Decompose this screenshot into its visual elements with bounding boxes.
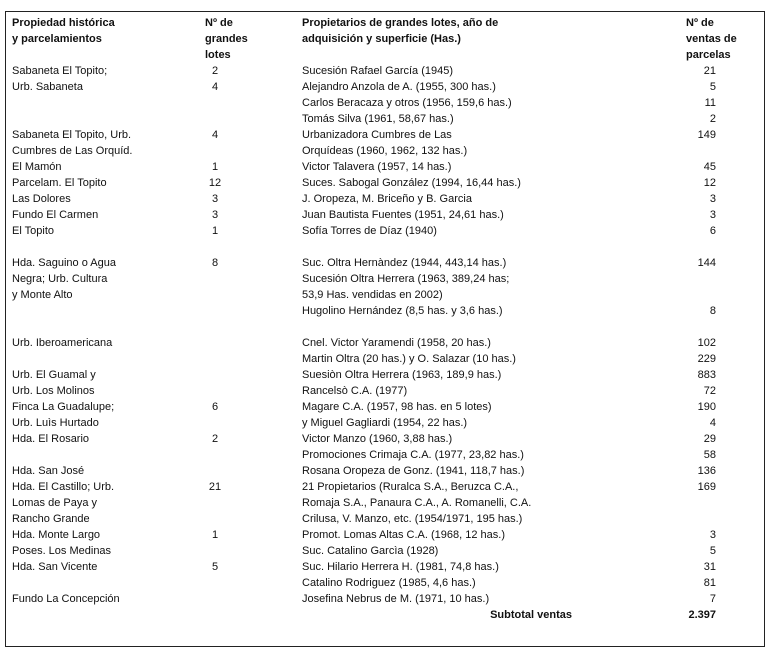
subtotal-label: Subtotal ventas: [490, 609, 572, 621]
sales-cell: 169: [697, 481, 716, 493]
header-owners-cell: adquisición y superficie (Has.): [302, 33, 461, 45]
property-cell: Sabaneta El Topito, Urb.: [12, 129, 132, 141]
header-line: [0, 15, 771, 31]
table-row: [0, 239, 771, 255]
sales-cell: 883: [697, 369, 716, 381]
table-row: [0, 399, 771, 415]
owners-cell: Suesiòn Oltra Herrera (1963, 189,9 has.): [302, 369, 502, 381]
table-row: [0, 559, 771, 575]
owners-cell: Rancelsò C.A. (1977): [302, 385, 408, 397]
sales-cell: 6: [709, 225, 716, 237]
sales-cell: 72: [703, 385, 716, 397]
sales-cell: 58: [703, 449, 716, 461]
owners-cell: Urbanizadora Cumbres de Las: [302, 129, 452, 141]
lots-cell: 3: [211, 193, 219, 205]
property-cell: Hda. San José: [12, 465, 85, 477]
property-cell: Urb. Luìs Hurtado: [12, 417, 99, 429]
owners-cell: Victor Manzo (1960, 3,88 has.): [302, 433, 453, 445]
lots-cell: 2: [211, 65, 219, 77]
table-row: [0, 495, 771, 511]
table-row: [0, 303, 771, 319]
owners-cell: Rosana Oropeza de Gonz. (1941, 118,7 has.): [302, 465, 525, 477]
owners-cell: Suc. Oltra Hernàndez (1944, 443,14 has.): [302, 257, 507, 269]
sales-cell: 5: [709, 81, 716, 93]
table-row: [0, 319, 771, 335]
owners-cell: Cnel. Victor Yaramendi (1958, 20 has.): [302, 337, 491, 349]
owners-cell: Promociones Crimaja C.A. (1977, 23,82 has.): [302, 449, 524, 461]
table-row: [0, 351, 771, 367]
table-row: [0, 479, 771, 495]
sales-cell: 3: [709, 193, 716, 205]
table-row: [0, 575, 771, 591]
header-lots-cell: lotes: [205, 49, 231, 61]
header-line: [0, 31, 771, 47]
sales-cell: 12: [703, 177, 716, 189]
property-cell: Poses. Los Medinas: [12, 545, 112, 557]
property-cell: Urb. El Guamal y: [12, 369, 96, 381]
property-cell: Negra; Urb. Cultura: [12, 273, 108, 285]
sales-cell: 190: [697, 401, 716, 413]
lots-cell: 6: [211, 401, 219, 413]
table-row: [0, 111, 771, 127]
lots-cell: 2: [211, 433, 219, 445]
property-cell: Rancho Grande: [12, 513, 90, 525]
sales-cell: 229: [697, 353, 716, 365]
table-row: [0, 527, 771, 543]
sales-cell: 29: [703, 433, 716, 445]
owners-cell: Carlos Beracaza y otros (1956, 159,6 has.): [302, 97, 512, 109]
owners-cell: Orquídeas (1960, 1962, 132 has.): [302, 145, 468, 157]
sales-cell: 8: [709, 305, 716, 317]
owners-cell: Suc. Hilario Herrera H. (1981, 74,8 has.): [302, 561, 499, 573]
sales-cell: 81: [703, 577, 716, 589]
sales-cell: 7: [709, 593, 716, 605]
table-row: [0, 271, 771, 287]
table-row: [0, 367, 771, 383]
table-row: [0, 255, 771, 271]
property-cell: Fundo La Concepción: [12, 593, 120, 605]
sales-cell: 2: [709, 113, 716, 125]
owners-cell: Catalino Rodriguez (1985, 4,6 has.): [302, 577, 476, 589]
table-row: [0, 143, 771, 159]
lots-cell: 12: [208, 177, 222, 189]
property-cell: El Mamón: [12, 161, 62, 173]
table-row: [0, 191, 771, 207]
property-cell: Hda. Monte Largo: [12, 529, 101, 541]
header-line: [0, 47, 771, 63]
table-row: [0, 95, 771, 111]
property-cell: Hda. El Castillo; Urb.: [12, 481, 115, 493]
owners-cell: Victor Talavera (1957, 14 has.): [302, 161, 452, 173]
property-cell: Finca La Guadalupe;: [12, 401, 115, 413]
header-sales-cell: parcelas: [686, 49, 731, 61]
sales-cell: 11: [704, 97, 716, 109]
table-row: [0, 511, 771, 527]
table-row: [0, 335, 771, 351]
owners-cell: Sofía Torres de Díaz (1940): [302, 225, 437, 237]
table-row: [0, 127, 771, 143]
sales-cell: 136: [697, 465, 716, 477]
property-cell: Urb. Los Molinos: [12, 385, 95, 397]
owners-cell: y Miguel Gagliardi (1954, 22 has.): [302, 417, 468, 429]
sales-cell: 5: [709, 545, 716, 557]
sales-cell: 3: [709, 209, 716, 221]
header-property-cell: y parcelamientos: [12, 33, 102, 45]
owners-cell: 21 Propietarios (Ruralca S.A., Beruzca C.A.,: [302, 481, 519, 493]
property-cell: Hda. El Rosario: [12, 433, 90, 445]
owners-cell: Suces. Sabogal González (1994, 16,44 has.): [302, 177, 521, 189]
lots-cell: 1: [211, 529, 219, 541]
owners-cell: Tomás Silva (1961, 58,67 has.): [302, 113, 454, 125]
owners-cell: Crilusa, V. Manzo, etc. (1954/1971, 195 has.): [302, 513, 523, 525]
lots-cell: 1: [211, 225, 219, 237]
property-cell: y Monte Alto: [12, 289, 73, 301]
property-cell: Fundo El Carmen: [12, 209, 99, 221]
sales-cell: 149: [697, 129, 716, 141]
subtotal-row: [0, 607, 771, 623]
owners-cell: Hugolino Hernández (8,5 has. y 3,6 has.): [302, 305, 503, 317]
table-row: [0, 175, 771, 191]
property-cell: Sabaneta El Topito;: [12, 65, 108, 77]
table-row: [0, 415, 771, 431]
subtotal-value: 2.397: [688, 609, 716, 621]
table-row: [0, 591, 771, 607]
table-row: [0, 223, 771, 239]
table-row: [0, 431, 771, 447]
sales-cell: 3: [709, 529, 716, 541]
owners-cell: Josefina Nebrus de M. (1971, 10 has.): [302, 593, 490, 605]
sales-cell: 4: [709, 417, 716, 429]
table-row: [0, 207, 771, 223]
property-cell: Urb. Iberoamericana: [12, 337, 113, 349]
property-cell: Urb. Sabaneta: [12, 81, 83, 93]
table-row: [0, 79, 771, 95]
property-cell: Hda. Saguino o Agua: [12, 257, 116, 269]
owners-cell: Juan Bautista Fuentes (1951, 24,61 has.): [302, 209, 504, 221]
owners-cell: Alejandro Anzola de A. (1955, 300 has.): [302, 81, 496, 93]
header-owners-cell: Propietarios de grandes lotes, año de: [302, 17, 499, 29]
lots-cell: 1: [211, 161, 219, 173]
owners-cell: 53,9 Has. vendidas en 2002): [302, 289, 443, 301]
owners-cell: J. Oropeza, M. Briceño y B. Garcia: [302, 193, 472, 205]
lots-cell: 5: [211, 561, 219, 573]
owners-cell: Promot. Lomas Altas C.A. (1968, 12 has.): [302, 529, 505, 541]
header-lots-cell: Nº de: [205, 17, 233, 29]
owners-cell: Romaja S.A., Panaura C.A., A. Romanelli, C.A.: [302, 497, 532, 509]
property-cell: Parcelam. El Topito: [12, 177, 107, 189]
sales-cell: 31: [703, 561, 716, 573]
owners-cell: Sucesión Oltra Herrera (1963, 389,24 has;: [302, 273, 510, 285]
lots-cell: 4: [211, 81, 219, 93]
table-row: [0, 543, 771, 559]
lots-cell: 8: [211, 257, 219, 269]
sales-cell: 144: [697, 257, 716, 269]
property-cell: Hda. San Vicente: [12, 561, 98, 573]
lots-cell: 21: [208, 481, 222, 493]
sales-cell: 102: [697, 337, 716, 349]
property-cell: Lomas de Paya y: [12, 497, 97, 509]
property-cell: El Topito: [12, 225, 54, 237]
table-row: [0, 159, 771, 175]
header-lots-cell: grandes: [205, 33, 248, 45]
owners-cell: Suc. Catalino Garcìa (1928): [302, 545, 439, 557]
owners-cell: Martin Oltra (20 has.) y O. Salazar (10 has.): [302, 353, 516, 365]
lots-cell: 3: [211, 209, 219, 221]
table-row: [0, 287, 771, 303]
table-row: [0, 383, 771, 399]
lots-cell: 4: [211, 129, 219, 141]
header-property-cell: Propiedad histórica: [12, 17, 115, 29]
sales-cell: 21: [703, 65, 716, 77]
header-sales-cell: ventas de: [686, 33, 737, 45]
property-cell: Cumbres de Las Orquíd.: [12, 145, 133, 157]
sales-cell: 45: [703, 161, 716, 173]
table-row: [0, 447, 771, 463]
header-sales-cell: Nº de: [686, 17, 714, 29]
owners-cell: Magare C.A. (1957, 98 has. en 5 lotes): [302, 401, 492, 413]
table-row: [0, 63, 771, 79]
table-row: [0, 463, 771, 479]
owners-cell: Sucesión Rafael García (1945): [302, 65, 454, 77]
property-cell: Las Dolores: [12, 193, 71, 205]
